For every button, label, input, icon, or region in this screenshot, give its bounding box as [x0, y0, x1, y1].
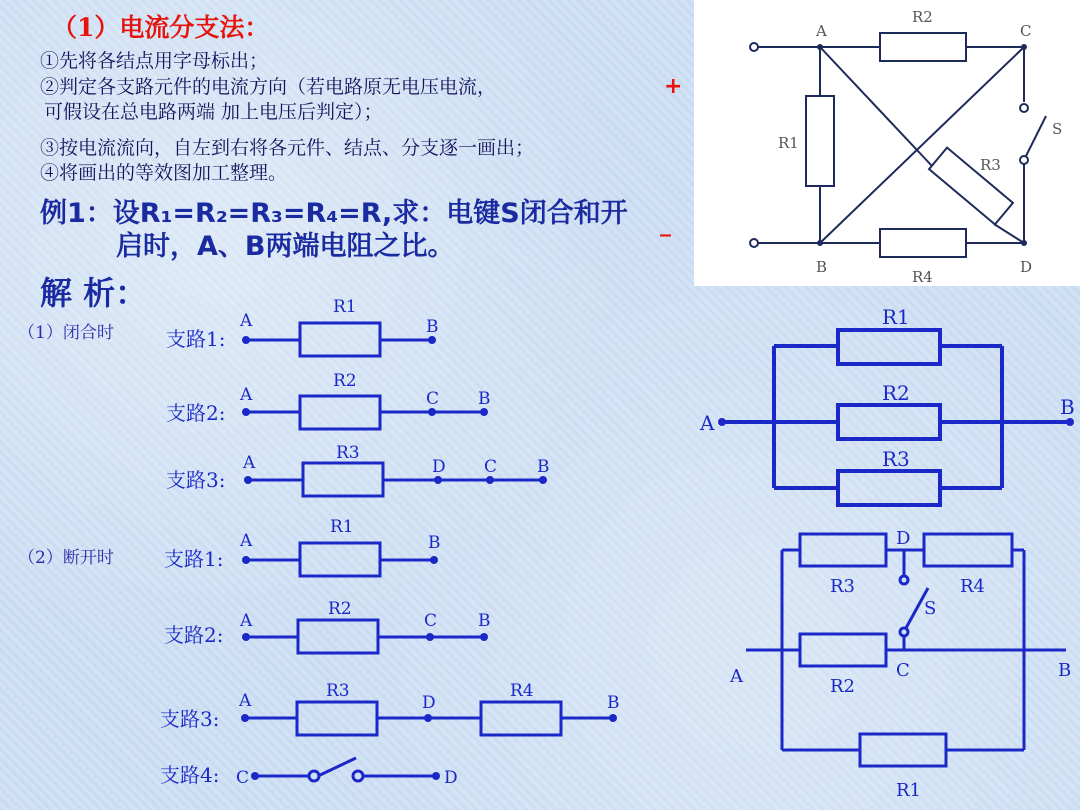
ob4-c: C	[236, 768, 250, 788]
ob4-d: D	[444, 768, 458, 788]
open-eq-r3	[800, 534, 886, 566]
open-eq-r4	[924, 534, 1012, 566]
closed-eq-r3	[838, 471, 940, 505]
cb3-d: D	[432, 457, 446, 477]
open-eq-c: C	[896, 660, 910, 681]
closed-eq-r1-label: R1	[882, 305, 910, 329]
cb1-a: A	[240, 311, 253, 331]
example-question-line1: 例1：设R₁=R₂=R₃=R₄=R,求：电键S闭合和开	[40, 198, 628, 229]
ob2-b: B	[478, 611, 491, 631]
open-b1-r1	[300, 543, 380, 576]
open-branch1-prefix: 支路1:	[164, 547, 224, 571]
cb3-r3-label: R3	[336, 443, 360, 463]
ob1-a: A	[240, 531, 253, 551]
cb3-c: C	[484, 457, 498, 477]
orig-label-r2: R2	[912, 8, 933, 26]
example-question-line2: 启时，A、B两端电阻之比。	[116, 231, 455, 262]
closed-b1-r1	[300, 323, 380, 356]
open-branch2-prefix: 支路2:	[164, 623, 224, 647]
cb2-c: C	[426, 389, 440, 409]
step-3: ③按电流流向，自左到右将各元件、结点、分支逐一画出；	[40, 137, 535, 159]
open-eq-r1	[860, 734, 946, 766]
open-branch4-prefix: 支路4:	[160, 763, 220, 787]
closed-branch3-prefix: 支路3:	[166, 468, 226, 492]
open-eq-s: S	[924, 598, 937, 619]
open-eq-d: D	[896, 528, 911, 549]
cb2-b: B	[478, 389, 491, 409]
closed-branch2-prefix: 支路2:	[166, 401, 226, 425]
cb2-a: A	[240, 385, 253, 405]
open-eq-r2	[800, 634, 886, 666]
cb2-r2-label: R2	[333, 371, 357, 391]
ob2-c: C	[424, 611, 438, 631]
cb3-b: B	[537, 457, 550, 477]
cb1-b: B	[426, 317, 439, 337]
open-branch3-prefix: 支路3:	[160, 707, 220, 731]
closed-eq-r1	[838, 330, 940, 364]
orig-label-r3: R3	[980, 156, 1001, 174]
plus-sign: +	[664, 74, 683, 99]
switch-contact-left	[309, 771, 319, 781]
open-eq-r1-label: R1	[896, 780, 922, 801]
orig-label-c: C	[1020, 22, 1032, 40]
open-eq-r3-label: R3	[830, 576, 856, 597]
closed-eq-a: A	[700, 411, 715, 435]
ob1-r1-label: R1	[330, 517, 354, 537]
orig-label-r1: R1	[778, 134, 799, 152]
open-b2-r2	[298, 620, 378, 653]
step-2-continued: 可假设在总电路两端 加上电压后判定）；	[44, 101, 383, 123]
orig-label-a: A	[816, 22, 827, 40]
step-2: ②判定各支路元件的电流方向（若电路原无电压电流，	[40, 76, 497, 98]
ob2-r2-label: R2	[328, 599, 352, 619]
closed-equivalent-circuit	[722, 330, 1070, 505]
closed-branch1-prefix: 支路1:	[166, 327, 226, 351]
open-label: （2）断开时	[18, 548, 114, 568]
analysis-title: 解 析：	[40, 274, 148, 312]
orig-label-b: B	[816, 258, 828, 276]
open-b3-r3	[297, 702, 377, 735]
ob3-r3-label: R3	[326, 681, 350, 701]
closed-eq-r2	[838, 405, 940, 439]
orig-label-s: S	[1052, 120, 1063, 138]
ob3-d: D	[422, 693, 436, 713]
open-eq-switch-top	[900, 576, 908, 584]
ob3-b: B	[607, 693, 620, 713]
minus-sign: _	[660, 212, 671, 237]
ob2-a: A	[240, 611, 253, 631]
switch-contact-right	[353, 771, 363, 781]
ob3-a: A	[239, 691, 252, 711]
closed-b3-r3	[303, 463, 383, 496]
open-eq-r2-label: R2	[830, 676, 856, 697]
closed-eq-r3-label: R3	[882, 447, 910, 471]
open-eq-switch-bottom	[900, 628, 908, 636]
open-eq-r4-label: R4	[960, 576, 986, 597]
open-equivalent-circuit	[746, 534, 1066, 766]
open-eq-a: A	[730, 666, 743, 687]
method-heading: （1）电流分支法：	[52, 13, 270, 42]
closed-label: （1）闭合时	[18, 323, 114, 343]
step-1: ①先将各结点用字母标出；	[40, 50, 269, 72]
ob1-b: B	[428, 533, 441, 553]
orig-label-r4: R4	[912, 268, 933, 286]
closed-eq-r2-label: R2	[882, 381, 910, 405]
open-b3-r4	[481, 702, 561, 735]
open-eq-b: B	[1058, 660, 1072, 681]
orig-label-d: D	[1020, 258, 1033, 276]
ob3-r4-label: R4	[510, 681, 534, 701]
closed-b2-r2	[300, 396, 380, 429]
closed-eq-b: B	[1060, 395, 1075, 419]
cb3-a: A	[243, 453, 256, 473]
cb1-r1-label: R1	[333, 297, 357, 317]
step-4: ④将画出的等效图加工整理。	[40, 162, 288, 184]
